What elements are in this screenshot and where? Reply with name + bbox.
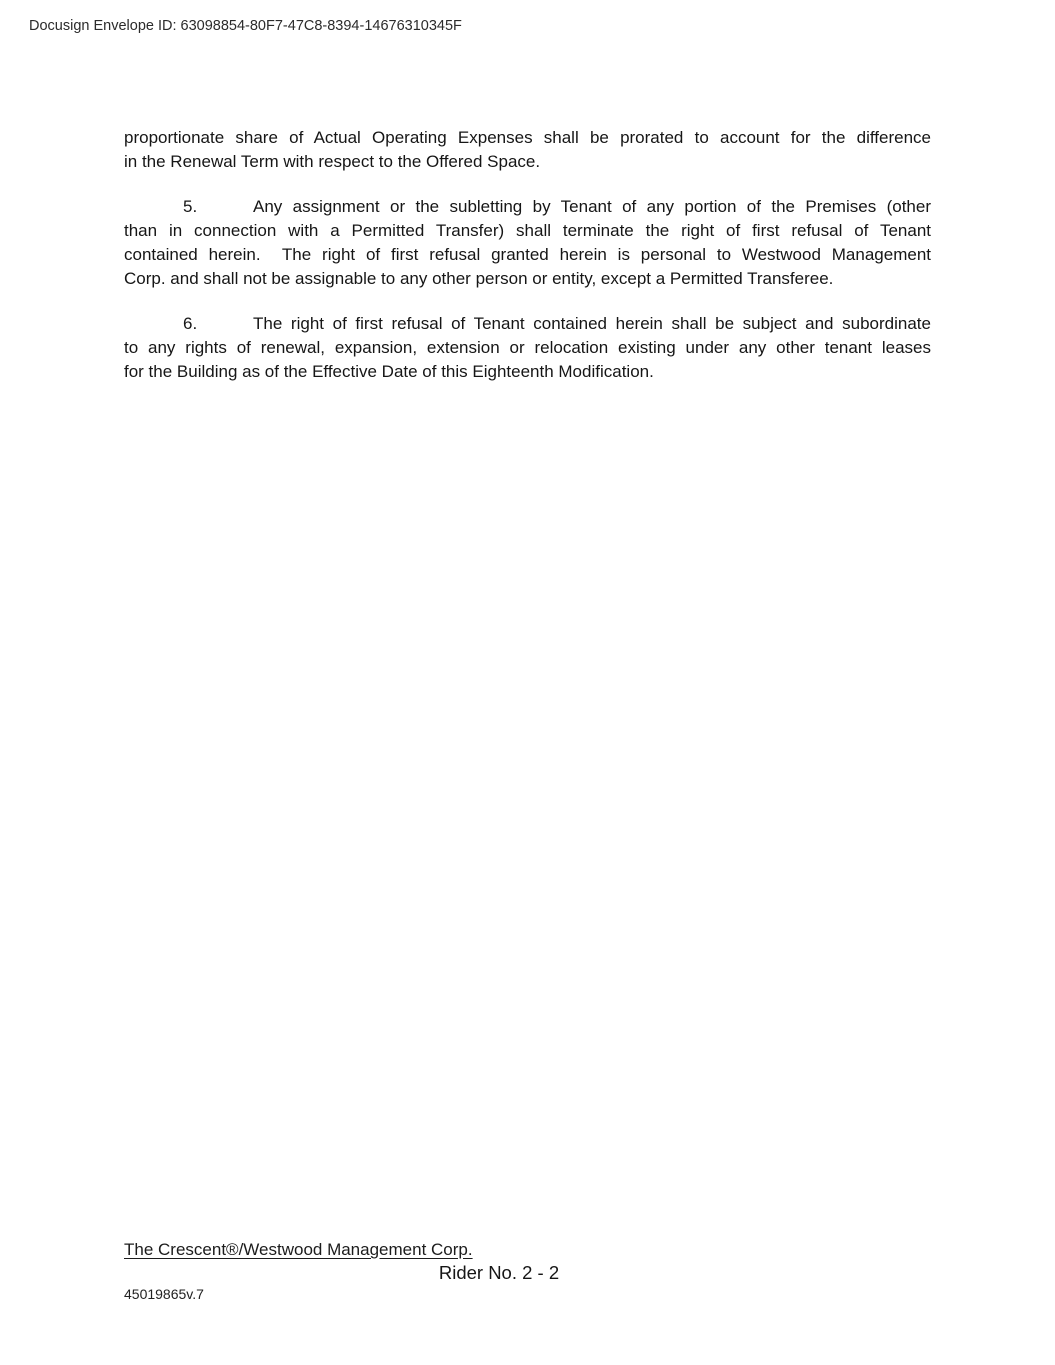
- footer-company-line: The Crescent®/Westwood Management Corp.: [124, 1240, 473, 1259]
- paragraph-number: 5.: [183, 196, 198, 216]
- paragraph-line: than in connection with a Permitted Transfer) shall terminate the right of first refusal of Tenant: [124, 220, 931, 240]
- paragraph: [124, 312, 931, 385]
- paragraph: [124, 126, 931, 175]
- paragraph: [124, 195, 931, 292]
- footer-rider-label: Rider No. 2 - 2: [438, 1262, 560, 1283]
- paragraph-line: for the Building as of the Effective Date of this Eighteenth Modification.: [124, 362, 654, 382]
- paragraph-line: 5. Any assignment or the subletting by Tenant of any portion of the Premises (other: [124, 195, 931, 219]
- docusign-envelope-id: Docusign Envelope ID: 63098854-80F7-47C8-8394-14676310345F: [29, 18, 462, 34]
- paragraph-line: 6. The right of first refusal of Tenant contained herein shall be subject and subordinate: [124, 312, 931, 336]
- paragraph-line: in the Renewal Term with respect to the Offered Space.: [124, 152, 541, 172]
- paragraph-number: 6.: [183, 313, 198, 333]
- paragraph-line: proportionate share of Actual Operating Expenses shall be prorated to account for the difference: [124, 128, 931, 147]
- document-body: [124, 126, 931, 385]
- paragraph-line: Corp. and shall not be assignable to any other person or entity, except a Permitted Transferee.: [124, 269, 834, 289]
- paragraph-line: contained herein. The right of first refusal granted herein is personal to Westwood Management: [124, 245, 931, 265]
- paragraph-line: to any rights of renewal, expansion, extension or relocation existing under any other tenant leases: [124, 338, 931, 358]
- footer-doc-version: 45019865v.7: [124, 1286, 204, 1302]
